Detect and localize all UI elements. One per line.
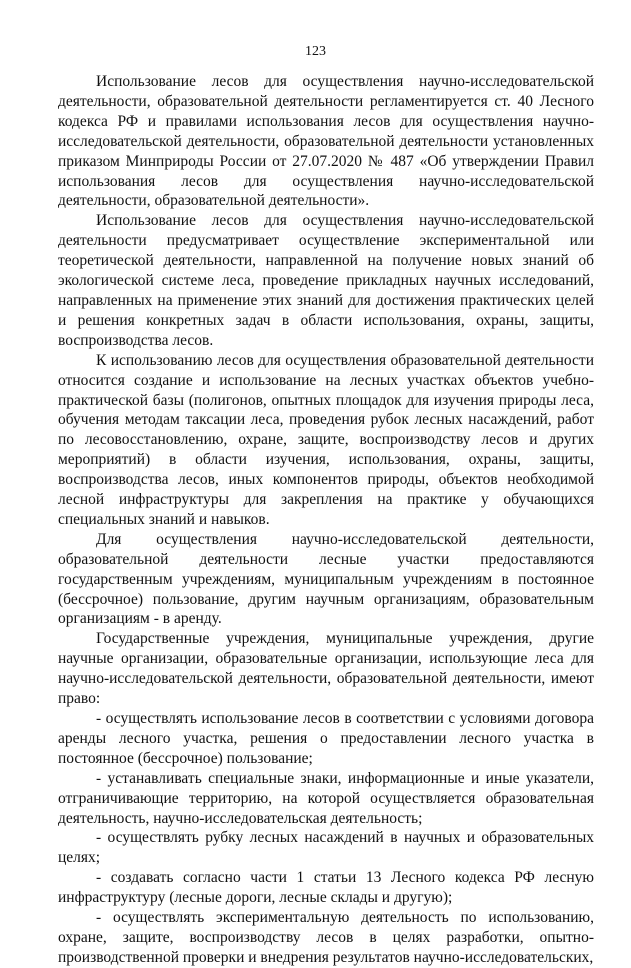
list-item: - осуществлять экспериментальную деятельность по использованию, охране, защите, воспроизводству лесов в целях разработки, опытно-производственной проверки и внедрения результатов научно-исследовательских, <box>58 909 594 966</box>
paragraph: Использование лесов для осуществления научно-исследовательской деятельности предусматривает осуществление экспериментальной или теоретической деятельности, направленной на получение новых знаний об экологической системе леса, проведение прикладных научных исследований, направленных на применение этих знаний для достижения практических целей и решения конкретных задач в области использования, охраны, защиты, воспроизводства лесов. <box>58 212 594 349</box>
list-item: - осуществлять использование лесов в соответствии с условиями договора аренды лесного участка, решения о предоставлении лесного участка в постоянное (бессрочное) пользование; <box>58 710 594 767</box>
paragraph: Использование лесов для осуществления научно-исследовательской деятельности, образовательной деятельности регламентируется ст. 40 Лесного кодекса РФ и правилами использования лесов для осуществления научно-исследовательской деятельности, образовательной деятельности установленных приказом Минприроды России от 27.07.2020 № 487 «Об утверждении Правил использования лесов для осуществления научно-исследовательской деятельности, образовательной деятельности». <box>58 73 594 210</box>
paragraph: Для осуществления научно-исследовательской деятельности, образовательной деятельности лесные участки предоставляются государственным учреждениям, муниципальным учреждениям в постоянное (бессрочное) пользование, другим научным организациям, образовательным организациям - в аренду. <box>58 530 594 628</box>
paragraph: Государственные учреждения, муниципальные учреждения, другие научные организации, образовательные организации, использующие леса для научно-исследовательской деятельности, образовательной деятельности, имеют право: <box>58 630 594 708</box>
list-item: - устанавливать специальные знаки, информационные и иные указатели, отграничивающие территорию, на которой осуществляется образовательная деятельность, научно-исследовательская деятельность; <box>58 769 594 827</box>
paragraph: К использованию лесов для осуществления образовательной деятельности относится создание и использование на лесных участках объектов учебно-практической базы (полигонов, опытных площадок для изучения природы леса, обучения методам таксации леса, проведения рубок лесных насаждений, работ по лесовосстановлению, охране, защите, воспроизводству лесов и других мероприятий) в области изучения, использования, охраны, защиты, воспроизводства лесов, иных компонентов природы, объектов необходимой лесной инфраструктуры для закрепления на практике у обучающихся специальных знаний и навыков. <box>58 351 594 528</box>
list-item: - осуществлять рубку лесных насаждений в научных и образовательных целях; <box>58 829 594 867</box>
list-item: - создавать согласно части 1 статьи 13 Лесного кодекса РФ лесную инфраструктуру (лесные дороги, лесные склады и другую); <box>58 869 594 907</box>
document-body <box>58 72 594 968</box>
page-number: 123 <box>305 44 326 59</box>
